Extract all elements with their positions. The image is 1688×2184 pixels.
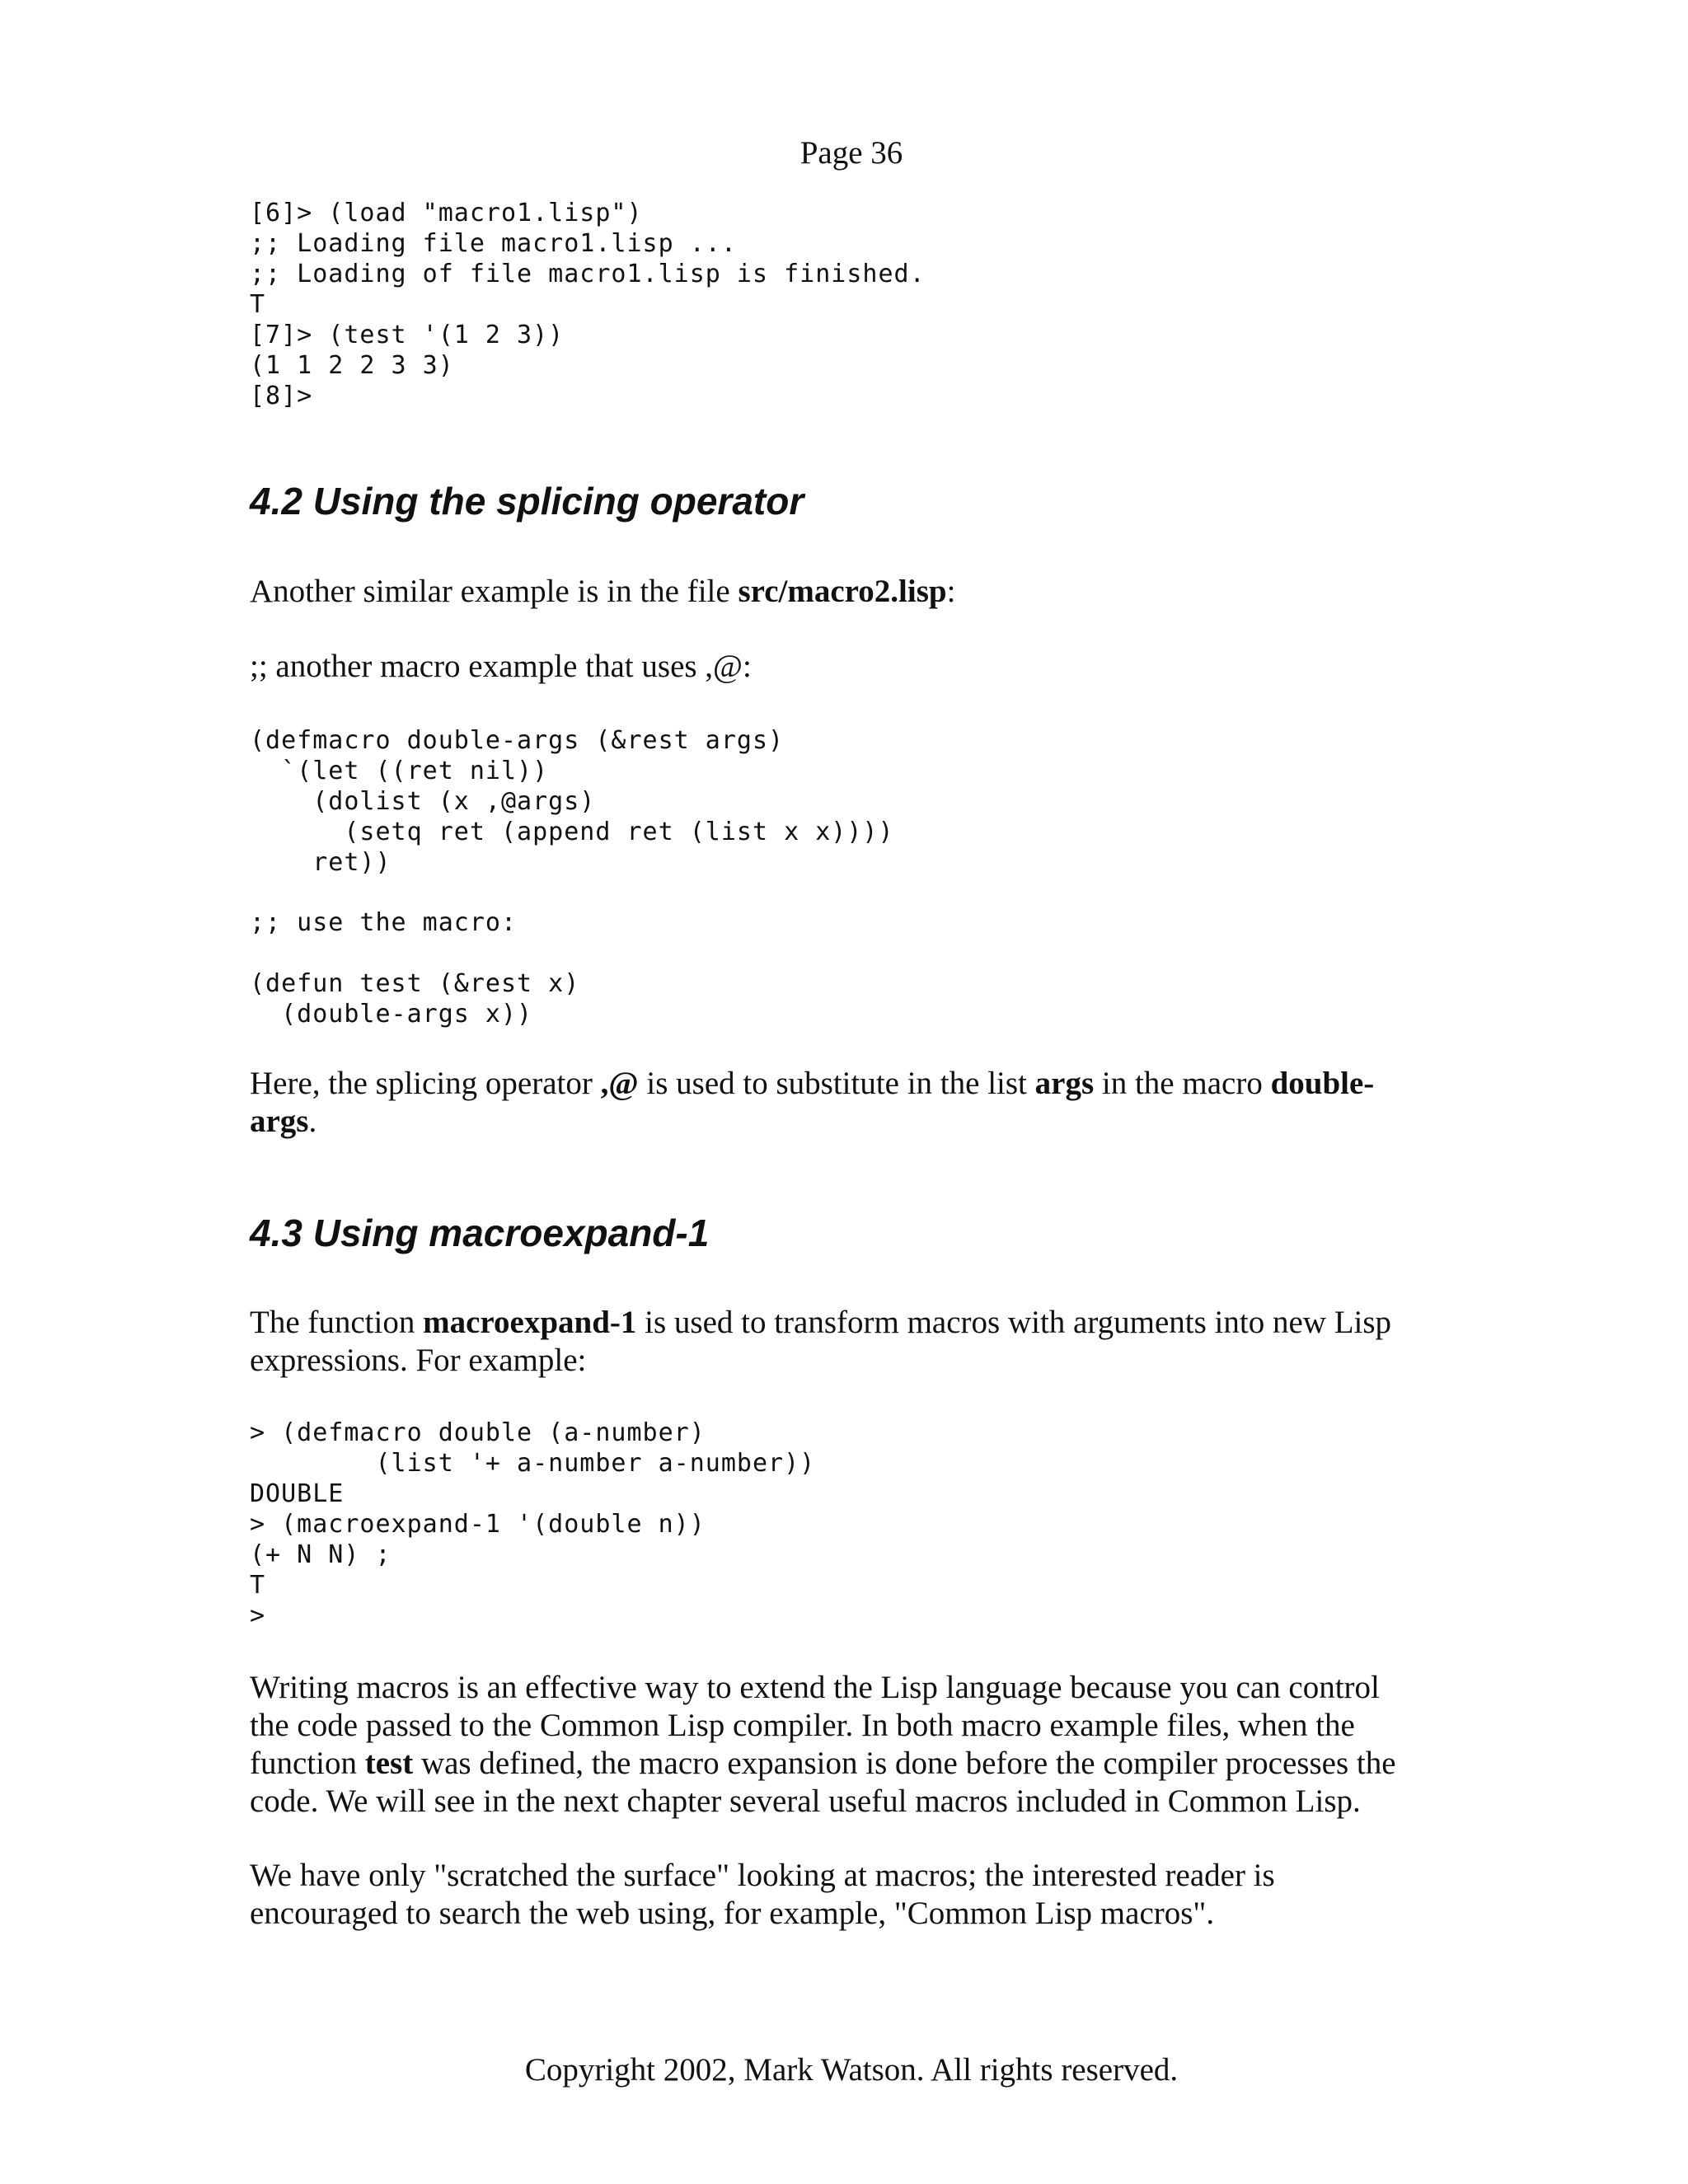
explain-text-2: is used to substitute in the list bbox=[638, 1066, 1035, 1101]
code-block-macroexpand-session bbox=[250, 1418, 1453, 1631]
section-title: 4.2 Using the splicing operator bbox=[250, 480, 804, 523]
copyright-footer: Copyright 2002, Mark Watson. All rights reserved. bbox=[524, 2052, 1179, 2088]
para1-line3-a: function bbox=[250, 1746, 365, 1781]
section-4-2-heading bbox=[250, 478, 1453, 524]
intro-file-name: src/macro2.lisp bbox=[738, 574, 947, 609]
para1-line1: Writing macros is an effective way to extend the Lisp language because you can control bbox=[250, 1670, 1380, 1705]
code-block-defun bbox=[250, 968, 1453, 1029]
section-4-2-comment bbox=[250, 648, 1453, 686]
section-4-2-intro bbox=[250, 573, 1453, 611]
section-4-3-heading bbox=[250, 1210, 1453, 1256]
section-4-2-explanation bbox=[250, 1065, 1453, 1141]
intro-text-1: The function bbox=[250, 1305, 424, 1340]
explain-macro-part-b: args bbox=[250, 1104, 309, 1139]
intro-prefix: Another similar example is in the file bbox=[250, 574, 738, 609]
page-number: Page 36 bbox=[799, 135, 903, 171]
para1-line3-bold: test bbox=[364, 1746, 414, 1781]
explain-text-3: in the macro bbox=[1094, 1066, 1271, 1101]
intro-suffix: : bbox=[946, 574, 956, 609]
intro-text-2: is used to transform macros with arguments into new Lisp bbox=[636, 1305, 1392, 1340]
explain-end: . bbox=[308, 1104, 317, 1139]
paragraph-scratched-surface bbox=[250, 1857, 1453, 1933]
page-content bbox=[250, 0, 1453, 2184]
explain-macro-part-a: double- bbox=[1270, 1066, 1375, 1101]
section-title: 4.3 Using macroexpand-1 bbox=[250, 1212, 710, 1254]
para1-line4: code. We will see in the next chapter several useful macros included in Common Lisp. bbox=[250, 1783, 1361, 1819]
para1-line3-b: was defined, the macro expansion is done before the compiler processes the bbox=[413, 1746, 1396, 1781]
code-block-use-comment bbox=[250, 907, 1453, 938]
para2-line1: We have only "scratched the surface" looking at macros; the interested reader is bbox=[250, 1858, 1275, 1893]
code-block-defmacro bbox=[250, 725, 1453, 878]
explain-operator: ,@ bbox=[600, 1066, 639, 1101]
comment-line: ;; another macro example that uses ,@: bbox=[250, 649, 752, 684]
para2-line2: encouraged to search the web using, for example, "Common Lisp macros". bbox=[250, 1896, 1215, 1931]
intro-function-name: macroexpand-1 bbox=[423, 1305, 637, 1340]
code-defmacro: (defmacro double-args (&rest args) `(let ((ret nil)) (dolist (x ,@args) (setq ret (append ret (list x x)))) ret)) bbox=[250, 726, 894, 877]
code-load-session: [6]> (load "macro1.lisp") ;; Loading file macro1.lisp ... ;; Loading of file macro1.lisp is finished. T [7]> (test '(1 2 3)) (1 1 2 2 3 3) [8]> bbox=[250, 199, 926, 410]
code-block-load-session bbox=[250, 198, 1453, 411]
code-use-comment: ;; use the macro: bbox=[250, 908, 518, 937]
explain-args: args bbox=[1034, 1066, 1095, 1101]
intro-line-2: expressions. For example: bbox=[250, 1343, 587, 1378]
explain-text-1: Here, the splicing operator bbox=[250, 1066, 601, 1101]
para1-line2: the code passed to the Common Lisp compiler. In both macro example files, when the bbox=[250, 1708, 1355, 1743]
section-4-3-intro bbox=[250, 1304, 1453, 1380]
code-defun: (defun test (&rest x) (double-args x)) bbox=[250, 969, 580, 1029]
code-macroexpand-session: > (defmacro double (a-number) (list '+ a-number a-number)) DOUBLE > (macroexpand-1 '(double n)) (+ N N) ; T > bbox=[250, 1418, 816, 1630]
paragraph-writing-macros bbox=[250, 1669, 1453, 1821]
